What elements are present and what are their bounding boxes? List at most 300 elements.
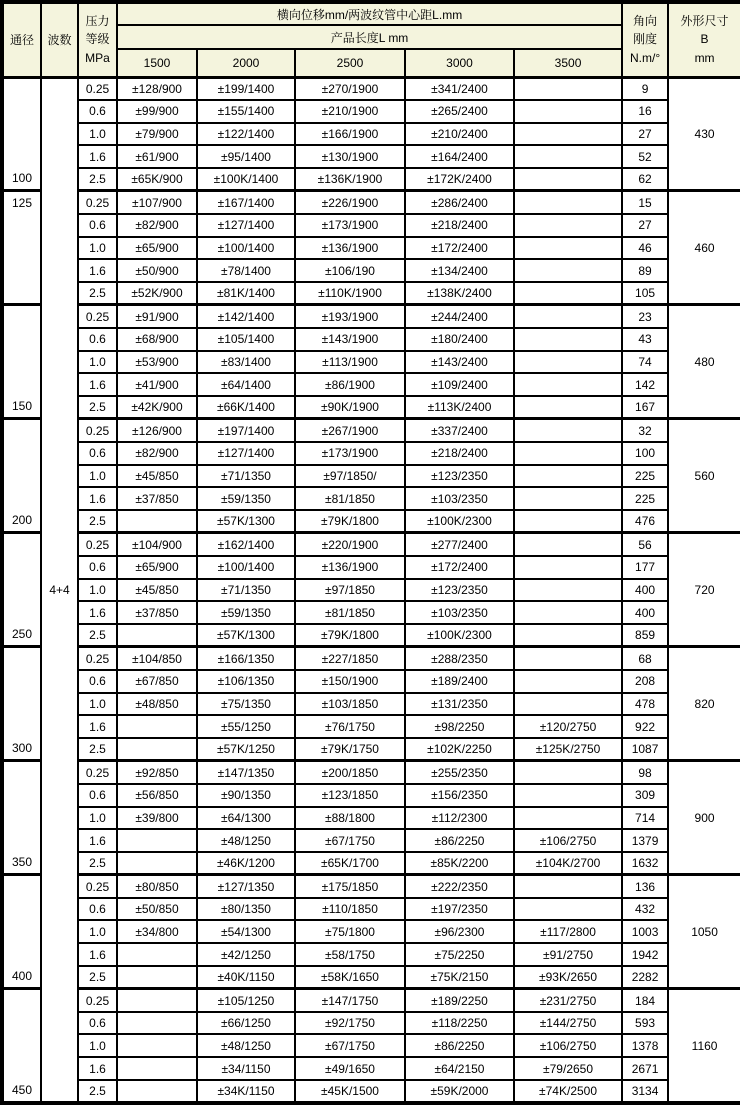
displacement-cell: ±65K/1700 [295,852,405,875]
displacement-cell: ±173/1900 [295,214,405,237]
displacement-cell [514,670,622,693]
displacement-cell: ±103/1850 [295,693,405,716]
displacement-cell: ±117/2800 [514,920,622,943]
displacement-cell: ±98/2250 [405,715,514,738]
stiffness-cell: 476 [622,510,668,533]
spec-row [2,123,740,146]
pressure-cell: 2.5 [78,282,117,305]
displacement-cell: ±91/900 [117,305,197,328]
displacement-cell: ±37/850 [117,601,197,624]
displacement-cell: ±100/1400 [197,556,295,579]
displacement-cell: ±57K/1300 [197,510,295,533]
displacement-cell [514,624,622,647]
displacement-cell [514,305,622,328]
displacement-cell: ±172/2400 [405,237,514,260]
pressure-cell: 1.0 [78,465,117,488]
displacement-cell: ±86/2250 [405,1034,514,1057]
displacement-cell: ±82/900 [117,442,197,465]
spec-row [2,351,740,374]
displacement-cell: ±193/1900 [295,305,405,328]
diameter-cell: 200 [2,419,41,533]
spec-row [2,419,740,442]
header-stiffness-line2: 刚度 [633,32,658,47]
diameter-cell: 450 [2,989,41,1103]
displacement-cell: ±79/900 [117,123,197,146]
spec-row [2,875,740,898]
displacement-cell: ±100K/2300 [405,510,514,533]
displacement-cell: ±210/1900 [295,100,405,123]
displacement-cell: ±155/1400 [197,100,295,123]
spec-row [2,1057,740,1080]
displacement-cell: ±231/2750 [514,989,622,1012]
spec-row [2,214,740,237]
stiffness-cell: 432 [622,898,668,921]
diameter-cell: 150 [2,305,41,419]
displacement-cell: ±74K/2500 [514,1080,622,1103]
pressure-cell: 0.25 [78,989,117,1012]
displacement-cell: ±92/1750 [295,1012,405,1035]
displacement-cell: ±110/1850 [295,898,405,921]
spec-row [2,624,740,647]
displacement-cell: ±68/900 [117,328,197,351]
header-length-2500: 2500 [295,49,405,77]
pressure-cell: 2.5 [78,168,117,191]
stiffness-cell: 15 [622,191,668,214]
displacement-cell [514,533,622,556]
stiffness-cell: 859 [622,624,668,647]
pressure-cell: 2.5 [78,738,117,761]
stiffness-cell: 1942 [622,943,668,966]
displacement-cell: ±106/190 [295,259,405,282]
pressure-cell: 0.6 [78,442,117,465]
displacement-cell: ±96/2300 [405,920,514,943]
displacement-cell: ±41/900 [117,373,197,396]
displacement-cell: ±120/2750 [514,715,622,738]
pressure-cell: 0.6 [78,1012,117,1035]
displacement-cell [117,1057,197,1080]
displacement-cell: ±143/2400 [405,351,514,374]
displacement-cell [514,328,622,351]
displacement-cell: ±164/2400 [405,145,514,168]
displacement-cell [514,77,622,100]
waves-cell: 4+4 [41,77,78,1103]
displacement-cell: ±244/2400 [405,305,514,328]
displacement-cell: ±255/2350 [405,761,514,784]
displacement-cell [117,1080,197,1103]
displacement-cell: ±58K/1650 [295,966,405,989]
displacement-cell: ±142/1400 [197,305,295,328]
spec-row [2,465,740,488]
pressure-cell: 0.25 [78,419,117,442]
displacement-cell: ±86/1900 [295,373,405,396]
pressure-cell: 1.0 [78,920,117,943]
displacement-cell [117,829,197,852]
displacement-cell: ±79K/1800 [295,624,405,647]
displacement-cell: ±34K/1150 [197,1080,295,1103]
stiffness-cell: 2671 [622,1057,668,1080]
displacement-cell [514,214,622,237]
stiffness-cell: 27 [622,214,668,237]
spec-row [2,761,740,784]
displacement-cell [117,989,197,1012]
pressure-cell: 1.0 [78,1034,117,1057]
displacement-cell: ±144/2750 [514,1012,622,1035]
displacement-cell [514,556,622,579]
spec-row [2,920,740,943]
header-waves: 波数 [41,2,78,77]
header-dimension-line2: B [700,32,709,47]
stiffness-cell: 478 [622,693,668,716]
displacement-cell: ±79K/1750 [295,738,405,761]
header-stiffness-line1: 角向 [633,13,658,28]
displacement-cell: ±92/850 [117,761,197,784]
displacement-cell: ±130/1900 [295,145,405,168]
spec-row [2,168,740,191]
stiffness-cell: 2282 [622,966,668,989]
stiffness-cell: 68 [622,647,668,670]
displacement-cell: ±127/1400 [197,442,295,465]
pressure-cell: 0.6 [78,784,117,807]
displacement-cell: ±138K/2400 [405,282,514,305]
displacement-cell [514,784,622,807]
pressure-cell: 0.6 [78,898,117,921]
displacement-cell: ±39/800 [117,807,197,830]
pressure-cell: 1.6 [78,259,117,282]
displacement-cell: ±91/2750 [514,943,622,966]
displacement-cell [117,715,197,738]
stiffness-cell: 89 [622,259,668,282]
displacement-cell: ±123/1850 [295,784,405,807]
displacement-cell: ±143/1900 [295,328,405,351]
displacement-cell: ±80/1350 [197,898,295,921]
displacement-cell: ±102K/2250 [405,738,514,761]
displacement-cell: ±64/1400 [197,373,295,396]
spec-row [2,487,740,510]
stiffness-cell: 177 [622,556,668,579]
displacement-cell [514,191,622,214]
displacement-cell: ±104/900 [117,533,197,556]
displacement-cell: ±288/2350 [405,647,514,670]
displacement-cell: ±136K/1900 [295,168,405,191]
displacement-cell: ±265/2400 [405,100,514,123]
displacement-cell: ±50/900 [117,259,197,282]
displacement-cell: ±103/2350 [405,601,514,624]
displacement-cell: ±167/1400 [197,191,295,214]
displacement-cell [117,1034,197,1057]
pressure-cell: 2.5 [78,966,117,989]
dimension-cell: 430 [668,77,740,191]
stiffness-cell: 98 [622,761,668,784]
displacement-cell: ±88/1800 [295,807,405,830]
displacement-cell: ±66/1250 [197,1012,295,1035]
pressure-cell: 0.25 [78,77,117,100]
displacement-cell [514,145,622,168]
header-dimension [668,2,740,77]
displacement-cell [117,852,197,875]
displacement-cell: ±123/2350 [405,579,514,602]
stiffness-cell: 105 [622,282,668,305]
stiffness-cell: 23 [622,305,668,328]
pressure-cell: 1.0 [78,807,117,830]
spec-row [2,784,740,807]
displacement-cell: ±109/2400 [405,373,514,396]
displacement-cell: ±57K/1250 [197,738,295,761]
displacement-cell: ±122/1400 [197,123,295,146]
displacement-cell: ±127/1400 [197,214,295,237]
displacement-cell: ±147/1350 [197,761,295,784]
pressure-cell: 1.6 [78,943,117,966]
spec-row [2,305,740,328]
displacement-cell: ±113/1900 [295,351,405,374]
displacement-cell [514,168,622,191]
header-product-length: 产品长度L mm [117,25,622,49]
displacement-cell: ±104K/2700 [514,852,622,875]
spec-row [2,647,740,670]
displacement-cell [117,510,197,533]
header-dimension-line3: mm [694,51,715,66]
displacement-cell [514,579,622,602]
displacement-cell: ±166/1900 [295,123,405,146]
header-stiffness [622,2,668,77]
displacement-cell: ±46K/1200 [197,852,295,875]
displacement-cell: ±106/2750 [514,1034,622,1057]
displacement-cell: ±105/1400 [197,328,295,351]
pressure-cell: 2.5 [78,396,117,419]
pressure-cell: 2.5 [78,624,117,647]
displacement-cell [514,875,622,898]
displacement-cell: ±81/1850 [295,601,405,624]
displacement-cell: ±103/2350 [405,487,514,510]
pressure-cell: 1.6 [78,1057,117,1080]
displacement-cell: ±45K/1500 [295,1080,405,1103]
dimension-cell: 480 [668,305,740,419]
spec-row [2,989,740,1012]
spec-row [2,237,740,260]
spec-row [2,77,740,100]
displacement-cell: ±166/1350 [197,647,295,670]
displacement-cell: ±45/850 [117,579,197,602]
displacement-cell: ±200/1850 [295,761,405,784]
stiffness-cell: 142 [622,373,668,396]
displacement-cell [514,442,622,465]
displacement-cell: ±54/1300 [197,920,295,943]
displacement-cell: ±227/1850 [295,647,405,670]
displacement-cell: ±125K/2750 [514,738,622,761]
displacement-cell: ±118/2250 [405,1012,514,1035]
displacement-cell: ±173/1900 [295,442,405,465]
displacement-cell: ±172/2400 [405,556,514,579]
stiffness-cell: 43 [622,328,668,351]
stiffness-cell: 9 [622,77,668,100]
pressure-cell: 0.6 [78,100,117,123]
displacement-cell: ±100K/1400 [197,168,295,191]
spec-row [2,670,740,693]
displacement-cell: ±85K/2200 [405,852,514,875]
spec-row [2,693,740,716]
displacement-cell: ±90/1350 [197,784,295,807]
displacement-cell: ±34/1150 [197,1057,295,1080]
displacement-cell: ±106/1350 [197,670,295,693]
spec-row [2,966,740,989]
displacement-cell: ±42K/900 [117,396,197,419]
dimension-cell: 720 [668,533,740,647]
displacement-cell: ±123/2350 [405,465,514,488]
displacement-cell: ±71/1350 [197,465,295,488]
pressure-cell: 1.6 [78,487,117,510]
displacement-cell [514,510,622,533]
spec-row [2,556,740,579]
pressure-cell: 0.25 [78,533,117,556]
displacement-cell: ±75/1800 [295,920,405,943]
stiffness-cell: 52 [622,145,668,168]
displacement-cell: ±156/2350 [405,784,514,807]
stiffness-cell: 62 [622,168,668,191]
displacement-cell: ±82/900 [117,214,197,237]
pressure-cell: 0.25 [78,305,117,328]
displacement-cell: ±110K/1900 [295,282,405,305]
displacement-cell: ±172K/2400 [405,168,514,191]
stiffness-cell: 400 [622,601,668,624]
pressure-cell: 1.0 [78,693,117,716]
displacement-cell [514,282,622,305]
header-pressure [78,2,117,77]
displacement-cell: ±59/1350 [197,601,295,624]
displacement-cell: ±99/900 [117,100,197,123]
displacement-cell [514,373,622,396]
displacement-cell: ±97/1850 [295,579,405,602]
displacement-cell: ±286/2400 [405,191,514,214]
displacement-cell: ±112/2300 [405,807,514,830]
pressure-cell: 1.0 [78,237,117,260]
spec-row [2,1034,740,1057]
displacement-cell: ±83/1400 [197,351,295,374]
displacement-cell [117,966,197,989]
stiffness-cell: 100 [622,442,668,465]
spec-row [2,100,740,123]
spec-row [2,738,740,761]
displacement-cell: ±218/2400 [405,442,514,465]
header-dimension-line1: 外形尺寸 [680,13,729,28]
displacement-cell: ±105/1250 [197,989,295,1012]
header-pressure-line2: 等级 [85,32,110,47]
stiffness-cell: 1378 [622,1034,668,1057]
displacement-cell: ±147/1750 [295,989,405,1012]
stiffness-cell: 74 [622,351,668,374]
stiffness-cell: 714 [622,807,668,830]
dimension-cell: 820 [668,647,740,761]
displacement-cell: ±75/1350 [197,693,295,716]
spec-row [2,145,740,168]
pressure-cell: 1.0 [78,123,117,146]
displacement-cell: ±50/850 [117,898,197,921]
pressure-cell: 2.5 [78,852,117,875]
displacement-cell: ±37/850 [117,487,197,510]
displacement-cell: ±104/850 [117,647,197,670]
spec-row [2,259,740,282]
displacement-cell [117,943,197,966]
displacement-cell [117,1012,197,1035]
displacement-cell: ±341/2400 [405,77,514,100]
displacement-cell: ±40K/1150 [197,966,295,989]
diameter-cell: 125 [2,191,41,305]
displacement-cell: ±59K/2000 [405,1080,514,1103]
displacement-cell: ±48/1250 [197,1034,295,1057]
displacement-cell: ±52K/900 [117,282,197,305]
stiffness-cell: 1087 [622,738,668,761]
dimension-cell: 900 [668,761,740,875]
displacement-cell [514,396,622,419]
header-pressure-line1: 压力 [85,13,110,28]
displacement-cell: ±34/800 [117,920,197,943]
spec-row [2,373,740,396]
displacement-cell: ±65/900 [117,556,197,579]
displacement-cell: ±127/1350 [197,875,295,898]
diameter-cell: 300 [2,647,41,761]
displacement-cell: ±128/900 [117,77,197,100]
displacement-cell: ±59/1350 [197,487,295,510]
displacement-cell: ±56/850 [117,784,197,807]
displacement-cell [514,351,622,374]
displacement-cell: ±76/1750 [295,715,405,738]
displacement-cell: ±337/2400 [405,419,514,442]
displacement-cell: ±42/1250 [197,943,295,966]
stiffness-cell: 167 [622,396,668,419]
dimension-cell: 1160 [668,989,740,1103]
diameter-cell: 350 [2,761,41,875]
displacement-cell: ±67/1750 [295,829,405,852]
stiffness-cell: 46 [622,237,668,260]
displacement-cell: ±95/1400 [197,145,295,168]
stiffness-cell: 184 [622,989,668,1012]
displacement-cell: ±210/2400 [405,123,514,146]
pressure-cell: 0.6 [78,670,117,693]
pressure-cell: 0.6 [78,214,117,237]
displacement-cell: ±67/1750 [295,1034,405,1057]
displacement-cell: ±189/2250 [405,989,514,1012]
displacement-cell: ±71/1350 [197,579,295,602]
displacement-cell: ±199/1400 [197,77,295,100]
header-displacement-title: 横向位移mm/两波纹管中心距L.mm [117,2,622,25]
pressure-cell: 1.6 [78,145,117,168]
stiffness-cell: 27 [622,123,668,146]
displacement-cell: ±64/2150 [405,1057,514,1080]
displacement-cell: ±81K/1400 [197,282,295,305]
displacement-cell: ±126/900 [117,419,197,442]
displacement-cell: ±270/1900 [295,77,405,100]
displacement-cell: ±180/2400 [405,328,514,351]
displacement-cell [514,898,622,921]
dimension-cell: 1050 [668,875,740,989]
displacement-cell: ±107/900 [117,191,197,214]
pressure-cell: 2.5 [78,1080,117,1103]
displacement-cell: ±100/1400 [197,237,295,260]
stiffness-cell: 593 [622,1012,668,1035]
stiffness-cell: 136 [622,875,668,898]
stiffness-cell: 1632 [622,852,668,875]
pressure-cell: 1.6 [78,373,117,396]
dimension-cell: 460 [668,191,740,305]
displacement-cell: ±78/1400 [197,259,295,282]
displacement-cell: ±136/1900 [295,556,405,579]
displacement-cell [514,761,622,784]
displacement-cell [514,487,622,510]
displacement-cell: ±93K/2650 [514,966,622,989]
stiffness-cell: 56 [622,533,668,556]
displacement-cell: ±134/2400 [405,259,514,282]
pressure-cell: 1.0 [78,351,117,374]
displacement-cell [514,237,622,260]
pressure-cell: 0.6 [78,556,117,579]
